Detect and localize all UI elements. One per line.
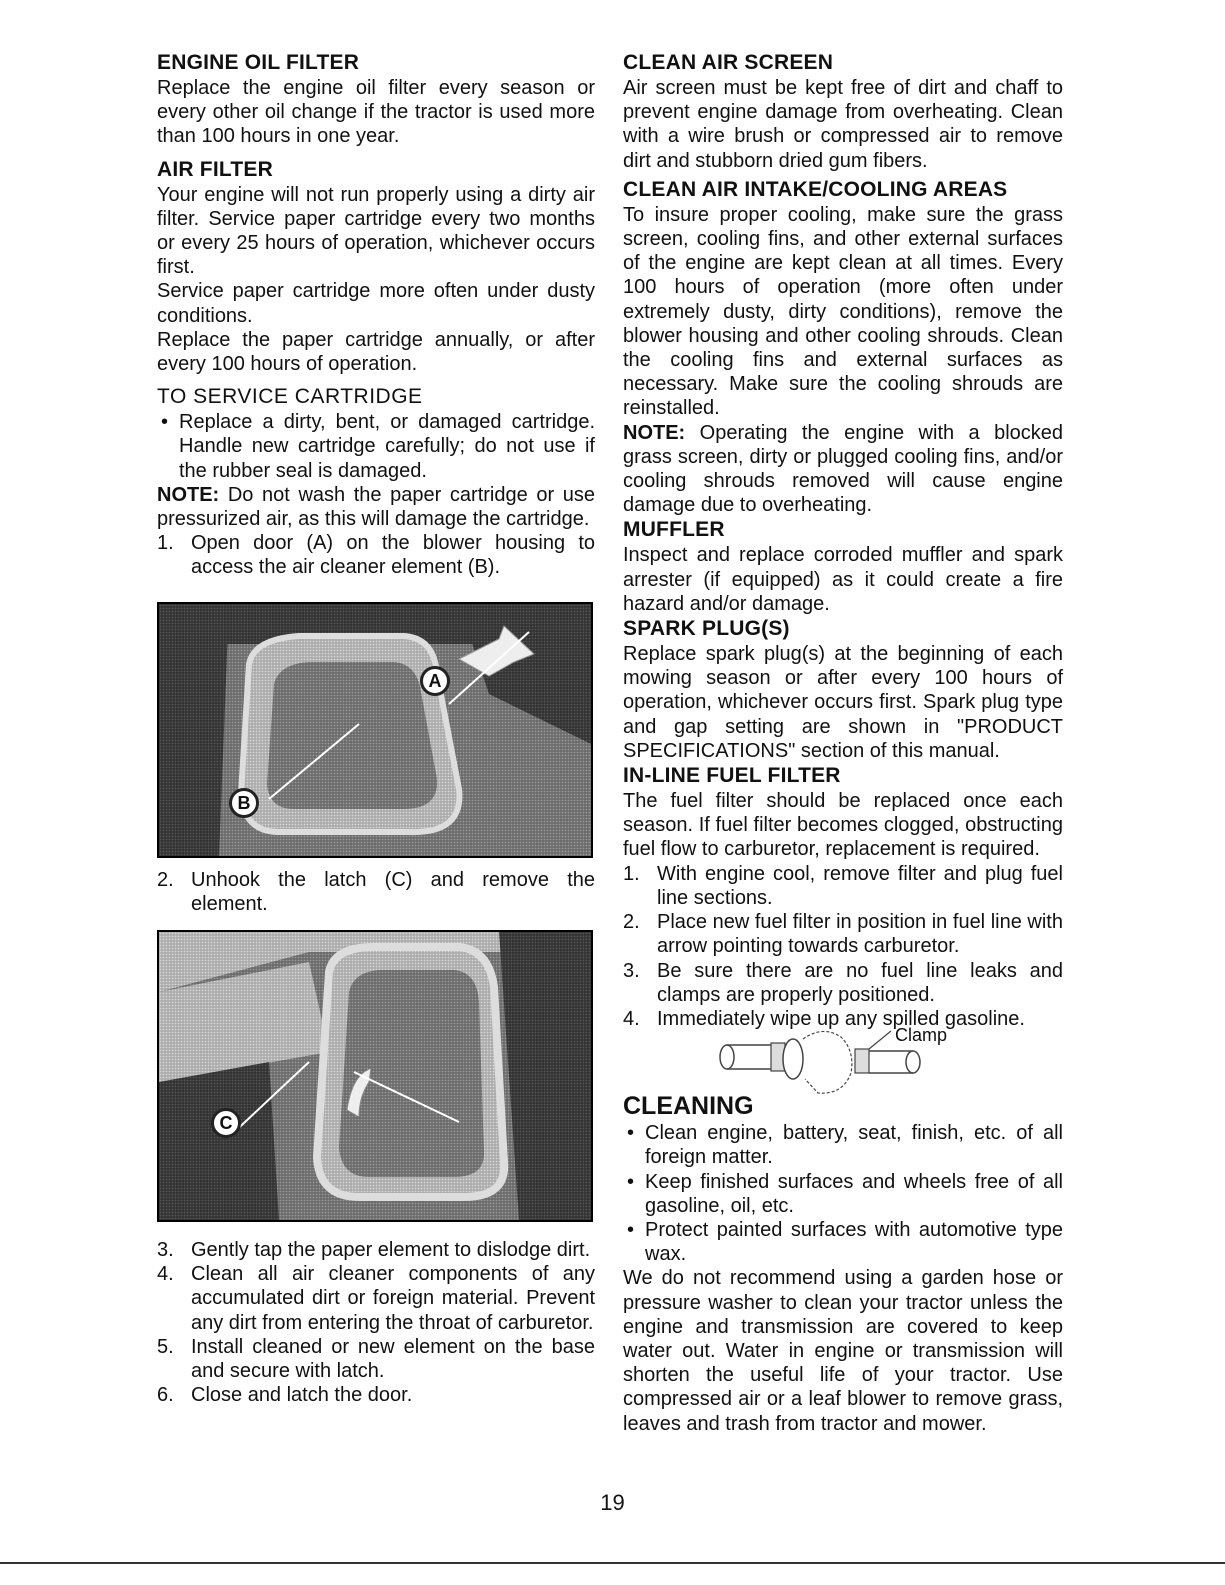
step-text: Close and latch the door.	[191, 1384, 413, 1407]
step-text: Place new fuel filter in position in fuel line with arrow pointing towards carburetor.	[657, 911, 1063, 958]
fuel-step-list	[623, 862, 1063, 1031]
air-filter-heading: AIR FILTER	[157, 157, 273, 181]
cleaning-text: We do not recommend using a garden hose or pressure washer to clean your tractor unless the engine and transmission are covered to keep water out. Water in engine or transmission will shorten the useful life of your tractor. Use compressed air or a leaf blower to remove grass, leaves and trash from tractor and mower.	[623, 1267, 1063, 1435]
fuel-filter-icon	[623, 1027, 1063, 1097]
right-column	[623, 50, 1063, 1436]
air-filter-paragraph-3: Replace the paper cartridge annually, or after every 100 hours of operation.	[157, 328, 595, 376]
step-item	[157, 1383, 595, 1407]
oil-filter-text: Replace the engine oil filter every season or every other oil change if the tractor is used more than 100 hours in one year.	[157, 77, 595, 148]
step-number: 3.	[157, 1239, 174, 1262]
note-text: Operating the engine with a blocked grass screen, dirty or plugged cooling fins, and/or cooling shrouds removed will cause engine damage due to overheating.	[623, 421, 1063, 517]
step-item	[623, 910, 1063, 958]
service-bullet: • Replace a dirty, bent, or damaged cartridge. Handle new cartridge carefully; do not use if the rubber seal is damaged.	[157, 410, 595, 483]
cartridge-note	[157, 483, 595, 531]
step-text: Unhook the latch (C) and remove the element.	[191, 868, 595, 915]
step-number: 1.	[157, 532, 174, 555]
step-text: Open door (A) on the blower housing to access the air cleaner element (B).	[191, 532, 595, 579]
step-number: 4.	[623, 1007, 640, 1030]
cleaning-bullet: • Protect painted surfaces with automotive type wax.	[623, 1218, 1063, 1266]
step-number: 6.	[157, 1384, 174, 1407]
step-item	[157, 1238, 595, 1262]
step-text: Immediately wipe up any spilled gasoline.	[657, 1007, 1025, 1030]
step-list	[157, 1238, 595, 1407]
step-item	[157, 1335, 595, 1383]
oil-filter-heading: ENGINE OIL FILTER	[157, 51, 360, 74]
step-text: Install cleaned or new element on the base and secure with latch.	[191, 1335, 595, 1383]
step-number: 1.	[623, 862, 640, 885]
intake-cooling-heading: CLEAN AIR INTAKE/COOLING AREAS	[623, 177, 1008, 201]
spark-plug-heading: SPARK PLUG(S)	[623, 617, 790, 641]
cleaning-bullets	[623, 1121, 1063, 1266]
latch-element-photo	[157, 930, 593, 1222]
bottom-rule	[0, 1562, 1225, 1564]
step-text: Be sure there are no fuel line leaks and clamps are properly positioned.	[657, 959, 1063, 1006]
muffler-heading: MUFFLER	[623, 518, 725, 542]
service-cartridge-heading: TO SERVICE CARTRIDGE	[157, 385, 423, 409]
cleaning-heading: CLEANING	[623, 1092, 754, 1121]
left-column	[157, 50, 595, 1407]
step-number: 5.	[157, 1335, 174, 1358]
air-filter-paragraph-2: Service paper cartridge more often under dusty conditions.	[157, 280, 595, 327]
spark-plug-text: Replace spark plug(s) at the beginning of each mowing season or after every 100 hours of operation, whichever occurs first. Spark plug type and gap setting are shown in "PRODUCT SPECIFICATIONS" section of this manual.	[623, 643, 1063, 762]
step-number: 2.	[623, 911, 640, 934]
step-item	[623, 862, 1063, 910]
step-text: Gently tap the paper element to dislodge dirt.	[191, 1239, 591, 1262]
fuel-filter-heading: IN-LINE FUEL FILTER	[623, 764, 841, 788]
note-label: NOTE:	[157, 483, 220, 506]
note-label: NOTE:	[623, 421, 686, 444]
clamp-label: Clamp	[895, 1025, 948, 1046]
air-screen-text: Air screen must be kept free of dirt and chaff to prevent engine damage from overheating. Clean with a wire brush or compressed air to remove dirt and stubborn dried gum fibers.	[623, 77, 1063, 172]
intake-cooling-text: To insure proper cooling, make sure the grass screen, cooling fins, and other external surfaces of the engine are kept clean at all times. Every 100 hours of operation (more often under extremely dusty, dirty conditions), remove the blower housing and other cooling shrouds. Clean the cooling fins and external surfaces as necessary. Make sure the cooling shrouds are reinstalled.	[623, 203, 1063, 420]
air-screen-heading: CLEAN AIR SCREEN	[623, 51, 834, 74]
step-text: With engine cool, remove filter and plug fuel line sections.	[657, 862, 1063, 909]
cleaning-bullet: • Clean engine, battery, seat, finish, etc. of all foreign matter.	[623, 1121, 1063, 1169]
step-item	[157, 1262, 595, 1335]
fuel-filter-diagram	[623, 1025, 1063, 1091]
note-text: Do not wash the paper cartridge or use pressurized air, as this will damage the cartridge.	[157, 483, 595, 531]
air-filter-door-photo	[157, 602, 593, 858]
page-number: 19	[600, 1490, 625, 1515]
callout-c: C	[211, 1108, 241, 1138]
callout-b: B	[229, 788, 259, 818]
step-number: 3.	[623, 959, 640, 982]
fuel-filter-text: The fuel filter should be replaced once each season. If fuel filter becomes clogged, obstructing fuel flow to carburetor, replacement is required.	[623, 790, 1063, 861]
step-number: 2.	[157, 868, 174, 891]
step-text: Clean all air cleaner components of any accumulated dirt or foreign material. Prevent any dirt from entering the throat of carburetor.	[191, 1263, 595, 1334]
air-filter-paragraph-1: Your engine will not run properly using a dirty air filter. Service paper cartridge every two months or every 25 hours of operation, whichever occurs first.	[157, 183, 595, 279]
cleaning-bullet: • Keep finished surfaces and wheels free of all gasoline, oil, etc.	[623, 1170, 1063, 1218]
intake-note	[623, 421, 1063, 518]
step-item	[157, 531, 595, 579]
step-item	[157, 868, 595, 916]
muffler-text: Inspect and replace corroded muffler and spark arrester (if equipped) as it could create a fire hazard and/or damage.	[623, 544, 1063, 615]
step-number: 4.	[157, 1263, 174, 1286]
callout-a: A	[420, 666, 450, 696]
step-item	[623, 959, 1063, 1007]
